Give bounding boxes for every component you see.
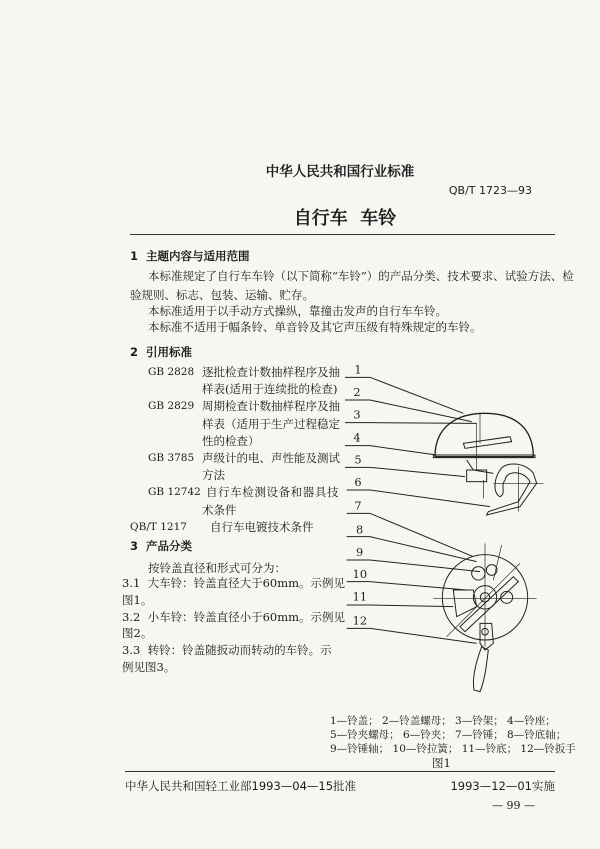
- ref-title: 术条件: [202, 503, 237, 517]
- paragraph: 按铃盖直径和形式可分为：: [148, 561, 286, 575]
- section-2-heading: 2 引用标准: [130, 345, 193, 359]
- approval-note: 中华人民共和国轻工业部1993—04—15批准: [125, 779, 357, 793]
- callout-10: 10: [352, 567, 368, 581]
- ref-code: GB 3785: [148, 452, 195, 464]
- clause-3-2: 3.2 小车铃：铃盖直径小于60mm。示例见: [122, 610, 346, 624]
- figure-legend-line: 1—铃盖； 2—铃盖螺母； 3—铃架； 4—铃座；: [330, 715, 556, 727]
- clause-3-2-cont: 图2。: [122, 626, 153, 640]
- bell-diagram: [320, 360, 570, 700]
- ref-code: GB 2828: [148, 366, 195, 378]
- paragraph: 本标准规定了自行车车铃（以下简称“车铃”）的产品分类、技术要求、试验方法、检: [148, 269, 574, 283]
- callout-2: 2: [353, 385, 361, 399]
- effective-date: 1993—12—01实施: [450, 779, 555, 793]
- paragraph: 本标准适用于以手动方式操纵，靠撞击发声的自行车车铃。: [148, 304, 447, 318]
- callout-9: 9: [356, 545, 364, 559]
- callout-12: 12: [352, 613, 368, 628]
- footer-rule: [125, 771, 555, 772]
- standard-code: QB/T 1723—93: [448, 184, 532, 197]
- clause-3-1-cont: 图1。: [122, 593, 153, 607]
- callout-3: 3: [353, 407, 361, 422]
- ref-code: GB 2829: [148, 400, 195, 412]
- paragraph: 本标准不适用于幅条铃、单音铃及其它声压级有特殊规定的车铃。: [148, 320, 482, 334]
- paragraph: 验规则、标志、包装、运输、贮存。: [130, 288, 314, 302]
- ref-code: QB/T 1217: [130, 521, 187, 533]
- ref-title: 声级计的电、声性能及测试: [202, 451, 340, 465]
- callout-5: 5: [354, 452, 362, 467]
- figure-legend-line: 5—铃夹螺母； 6—铃夹； 7—铃锤； 8—铃底轴；: [330, 729, 567, 741]
- figure-caption: 图1: [432, 756, 451, 770]
- ref-code: GB 12742: [148, 486, 201, 498]
- callout-8: 8: [356, 522, 364, 537]
- page-title: 自行车 车铃: [293, 208, 397, 229]
- clause-3-1: 3.1 大车铃：铃盖直径大于60mm。示例见: [122, 576, 346, 590]
- ref-title: 方法: [202, 468, 225, 482]
- page-number: — 99 —: [492, 799, 535, 812]
- clause-3-3: 3.3 转铃：铃盖随扳动而转动的车铃。示: [122, 643, 332, 657]
- ref-title: 样表（适用于生产过程稳定: [202, 417, 340, 431]
- clause-3-3-cont: 例见图3。: [122, 660, 176, 674]
- ref-title: 周期检查计数抽样程序及抽: [202, 399, 340, 413]
- figure-legend-line: 9—铃锤轴； 10—铃拉簧； 11—铃底； 12—铃扳手: [330, 743, 576, 755]
- ref-title: 逐批检查计数抽样程序及抽: [202, 365, 340, 379]
- ref-title: 自行车电镀技术条件: [210, 520, 314, 534]
- issuing-org: 中华人民共和国行业标准: [265, 164, 415, 180]
- callout-7: 7: [354, 498, 362, 513]
- callout-6: 6: [354, 475, 362, 489]
- callout-11: 11: [352, 589, 368, 604]
- section-3-heading: 3 产品分类: [130, 539, 193, 553]
- ref-title: 样表(适用于连续批的检查): [202, 382, 338, 396]
- callout-1: 1: [354, 362, 362, 377]
- header-rule: [130, 234, 555, 235]
- section-1-heading: 1 主题内容与适用范围: [130, 249, 250, 263]
- ref-title: 性的检查）: [202, 434, 260, 448]
- callout-4: 4: [353, 430, 361, 445]
- ref-title: 自行车检测设备和器具技: [206, 485, 340, 499]
